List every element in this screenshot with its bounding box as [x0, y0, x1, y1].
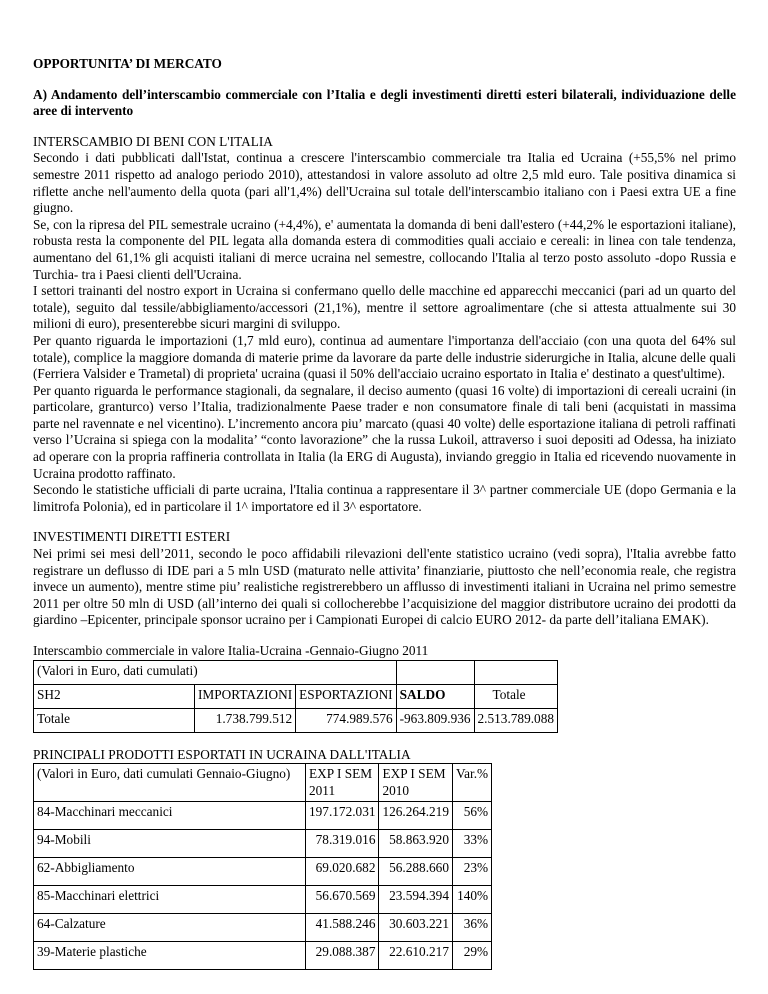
- product-label: 84-Macchinari meccanici: [34, 802, 306, 830]
- cell-var: 29%: [452, 942, 491, 970]
- cell-exp2011: 69.020.682: [306, 858, 379, 886]
- section-investimenti: [33, 529, 736, 629]
- table-row: [34, 830, 492, 858]
- column-header: ESPORTAZIONI: [296, 684, 396, 708]
- document-page: [33, 56, 736, 970]
- cell-exp2011: 29.088.387: [306, 942, 379, 970]
- cell-exp2011: 78.319.016: [306, 830, 379, 858]
- column-header: SH2: [34, 684, 195, 708]
- column-header: SALDO: [396, 684, 474, 708]
- cell-esportazioni: 774.989.576: [296, 708, 396, 732]
- product-label: 94-Mobili: [34, 830, 306, 858]
- paragraph: I settori trainanti del nostro export in Ucraina si confermano quello delle macchine ed apparecchi meccanici (pari ad un quarto del totale), seguito dal tessile/abbigliamento/accessori (21,1%), mentre il settore agroalimentare (che si attesta attualmente sui 30 milioni di euro), presenterebbe sicuri margini di sviluppo.: [33, 283, 736, 332]
- table-caption: PRINCIPALI PRODOTTI ESPORTATI IN UCRAINA DALL'ITALIA: [33, 746, 411, 762]
- cell-var: 36%: [452, 914, 491, 942]
- paragraph: Per quanto riguarda le performance stagionali, da segnalare, il deciso aumento (quasi 16 volte) di importazioni di cereali ucraini (in particolare, granturco) verso l’Italia, tradizionalmente Paese trader e non consumatore finale di tali beni (acquistati in massima parte nel ravennate e nel vicentino). L’incremento ancora piu’ marcato (quasi 40 volte) delle esportazione italiana di petroli raffinati verso l’Ucraina si spiega con la modalita’ “conto lavorazione” che la russa Lukoil, attraverso i suoi depositi ad Odessa, ha iniziato ad operare con la propria raffineria controllata in Italia (la ERG di Augusta), inviando greggio in Italia ed ricevendo nuovamente in Ucraina prodotto raffinato.: [33, 382, 736, 481]
- row-label: Totale: [34, 708, 195, 732]
- interscambio-table: [33, 660, 558, 733]
- paragraph: Se, con la ripresa del PIL semestrale ucraino (+4,4%), e' aumentata la domanda di beni dall'estero (+44,2% le esportazioni italiane), robusta resta la componente del PIL legata alla domanda estera di commodities quali acciaio e cereali: in linea con tale tendenza, aumentano del 61,1% gli acquisti italiani di merce ucraina nel semestre, collocando l'Italia al terzo posto assoluto -dopo Russia e Turchia- tra i Paesi clienti dell'Ucraina.: [33, 216, 736, 282]
- cell-exp2010: 126.264.219: [379, 802, 452, 830]
- cell-var: 140%: [452, 886, 491, 914]
- cell-var: 56%: [452, 802, 491, 830]
- export-products-table: [33, 763, 492, 970]
- section-heading: INVESTIMENTI DIRETTI ESTERI: [33, 529, 231, 545]
- table-row: [34, 942, 492, 970]
- product-label: 64-Calzature: [34, 914, 306, 942]
- table2-block: [33, 747, 736, 971]
- column-header: (Valori in Euro, dati cumulati Gennaio-Giugno): [34, 764, 306, 802]
- column-header: Totale: [474, 684, 557, 708]
- table-row: [34, 708, 558, 732]
- section-heading: INTERSCAMBIO DI BENI CON L'ITALIA: [33, 133, 273, 149]
- section-interscambio: [33, 134, 736, 516]
- cell-exp2010: 30.603.221: [379, 914, 452, 942]
- column-header: EXP I SEM 2010: [379, 764, 452, 802]
- product-label: 62-Abbigliamento: [34, 858, 306, 886]
- paragraph: Secondo i dati pubblicati dall'Istat, continua a crescere l'interscambio commerciale tra Italia ed Ucraina (+55,5% nel primo semestre 2011 rispetto ad analogo periodo 2010), attestandosi in valore assoluto ad oltre 2,5 mld euro. Tale positiva dinamica si riflette anche nell'aumento della quota (pari all'1,4%) dell'Ucraina sul totale dell'interscambio italiano con i Paesi extra UE a fine giugno.: [33, 150, 736, 216]
- table-row: [34, 802, 492, 830]
- table-row: [34, 886, 492, 914]
- cell-var: 23%: [452, 858, 491, 886]
- cell-exp2010: 58.863.920: [379, 830, 452, 858]
- paragraph: Per quanto riguarda le importazioni (1,7 mld euro), continua ad aumentare l'importanza dell'acciaio (con una quota del 64% sul totale), complice la maggiore domanda di materie prime da lavorare da parte delle industrie siderurgiche in Italia, alcune delle quali (Ferriera Valsider e Trametal) di proprieta' ucraina (quasi il 50% dell'acciaio ucraino esportato in Italia e' destinato a quest'ultime).: [33, 332, 736, 382]
- column-header: IMPORTAZIONI: [195, 684, 296, 708]
- cell-exp2011: 41.588.246: [306, 914, 379, 942]
- cell-exp2011: 56.670.569: [306, 886, 379, 914]
- cell-totale: 2.513.789.088: [474, 708, 557, 732]
- product-label: 39-Materie plastiche: [34, 942, 306, 970]
- cell-exp2011: 197.172.031: [306, 802, 379, 830]
- table-caption: Interscambio commerciale in valore Italia-Ucraina -Gennaio-Giugno 2011: [33, 643, 429, 658]
- cell-importazioni: 1.738.799.512: [195, 708, 296, 732]
- cell-saldo: -963.809.936: [396, 708, 474, 732]
- table-row: [34, 914, 492, 942]
- table1-block: [33, 643, 736, 733]
- page-title: OPPORTUNITA’ DI MERCATO: [33, 56, 222, 71]
- table-note: (Valori in Euro, dati cumulati): [34, 660, 397, 684]
- cell-exp2010: 56.288.660: [379, 858, 452, 886]
- paragraph: Nei primi sei mesi dell’2011, secondo le poco affidabili rilevazioni dell'ente statistico ucraino (vedi sopra), l'Italia avrebbe fatto registrare un deflusso di IDE pari a 5 mln USD (maturato nelle attivita’ finanziarie, piuttosto che nell’economia reale, che registra invece un aumento), mentre stime piu’ realistiche registrerebbero un afflusso di investimenti italiani in Ucraina nel primo semestre 2011 per oltre 50 mln di USD (all’interno dei quali si collocherebbe l’acquisizione del maggior distributore ucraino dei prodotti da giardino –Epicenter, principale sponsor ucraino per i Campionati Europei di calcio EURO 2012- da parte dell’italiana EMAK).: [33, 546, 736, 628]
- table-row: [34, 858, 492, 886]
- product-label: 85-Macchinari elettrici: [34, 886, 306, 914]
- cell-exp2010: 22.610.217: [379, 942, 452, 970]
- column-header: Var.%: [452, 764, 491, 802]
- paragraph: Secondo le statistiche ufficiali di parte ucraina, l'Italia continua a rappresentare il 3^ partner commerciale UE (dopo Germania e la limitrofa Polonia), ed in particolare il 1^ importatore ed il 3^ esportatore.: [33, 482, 736, 514]
- cell-exp2010: 23.594.394: [379, 886, 452, 914]
- column-header: EXP I SEM 2011: [306, 764, 379, 802]
- cell-var: 33%: [452, 830, 491, 858]
- section-subtitle: A) Andamento dell’interscambio commerciale con l’Italia e degli investimenti diretti esteri bilaterali, individuazione delle aree di intervento: [33, 86, 736, 119]
